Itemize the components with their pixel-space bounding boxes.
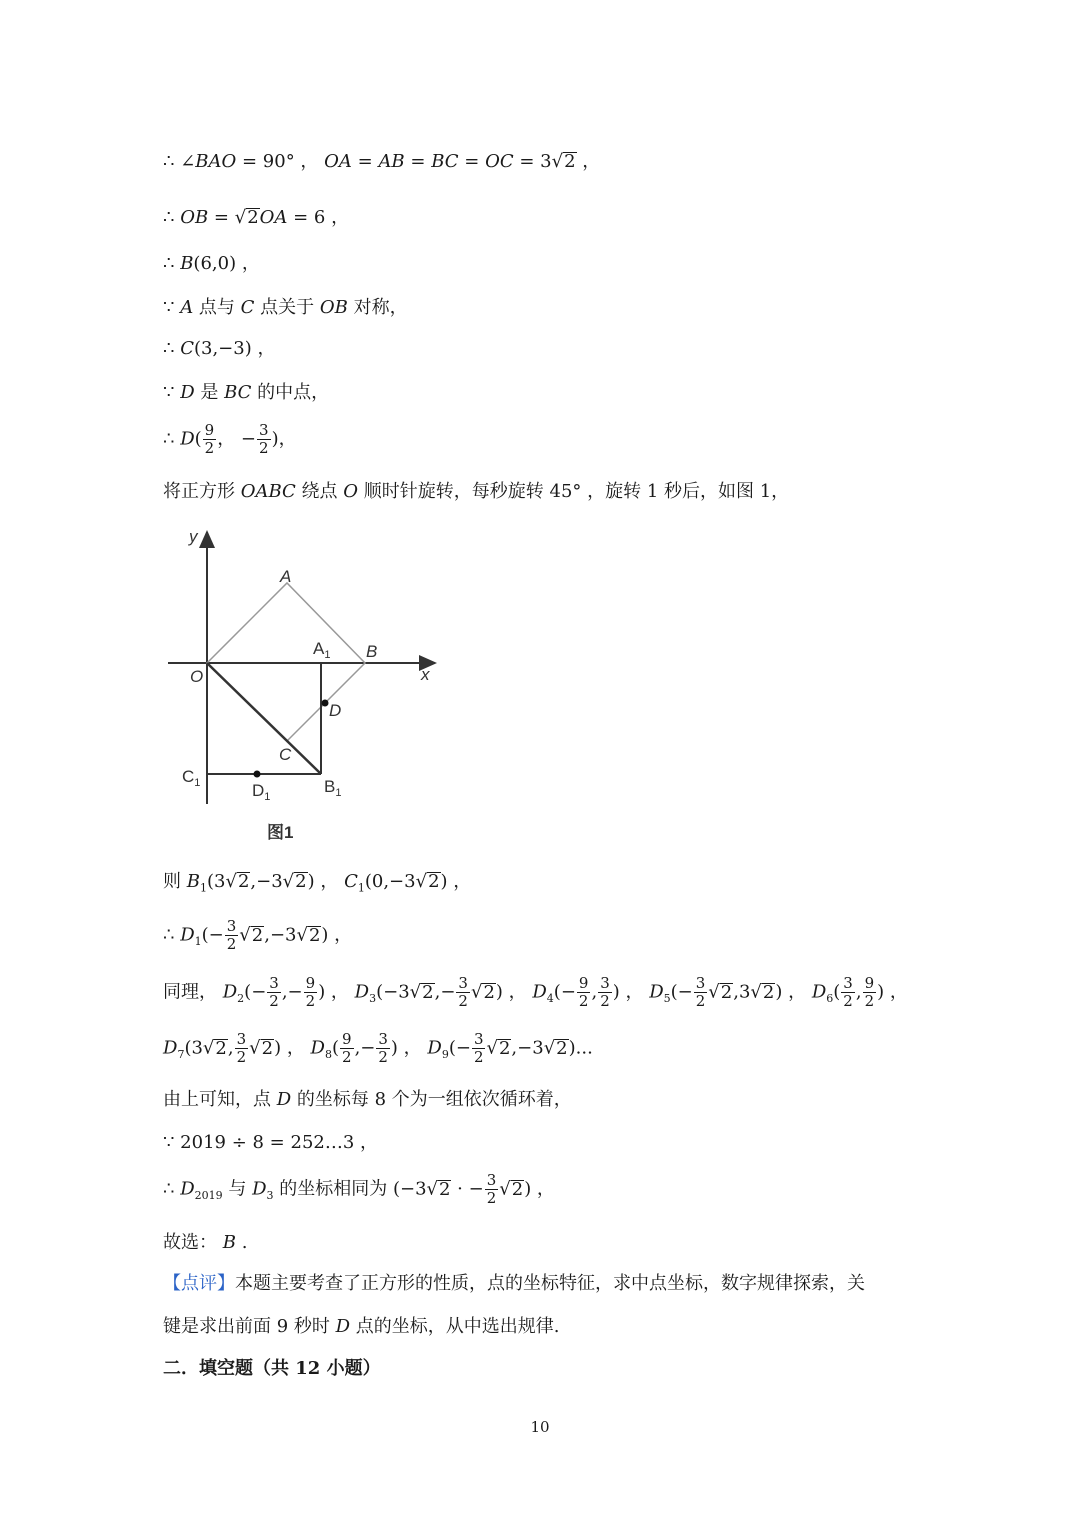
label-b: B — [366, 642, 378, 661]
label-o: O — [190, 667, 204, 686]
line-3: ∴ B(6,0) ， — [163, 253, 260, 274]
line-10: ∴ $D_1(-$ $\frac{3}{2}$ √2,−3√2) ， — [163, 917, 353, 953]
label-d1: $D_1$ — [252, 781, 271, 803]
point-d1 — [254, 771, 261, 778]
line-12: $D_7(3√2$, $\frac{3}{2}$ √2) ， $D_8$( $\frac{9}{2}$ ,− $\frac{3}{2}$ ) ， $D_9(-$ $\frac{3}{2}$ √2,−3√2)... — [163, 1030, 593, 1066]
label-y: y — [189, 527, 198, 546]
line-8: 将正方形 OABC 绕点 O 顺时针旋转，每秒旋转 45° ，旋转 1 秒后，如图 1， — [163, 481, 790, 502]
line-9: 则 $B_1(3√2,-3√2)$ ， $C_1(0,-3√2)$ ， — [163, 871, 472, 895]
figure-caption: 图1 — [267, 823, 294, 842]
comment-tag: 【点评】 — [163, 1273, 235, 1294]
line-5: ∴ C(3,−3) ， — [163, 338, 276, 359]
page-number: 10 — [530, 1418, 550, 1436]
label-x: x — [421, 665, 430, 684]
line-13: 由上可知，点 D 的坐标每 8 个为一组依次循环着， — [163, 1089, 572, 1110]
label-a: A — [280, 567, 292, 586]
line-15: ∴ $D_{2019}$ 与 $D_3$ 的坐标相同为 (−3√2 · − $\frac{3}{2}$ √2) ， — [163, 1171, 555, 1207]
line-1: ∴ ∠BAO = 90° ， OA = AB = BC = OC = 3√2 ， — [163, 151, 601, 172]
line-4: ∵ A 点与 C 点关于 OB 对称， — [163, 297, 408, 318]
line-6: ∵ D 是 BC 的中点， — [163, 382, 330, 403]
comment-line-1 — [163, 1272, 865, 1296]
label-c: C — [279, 745, 292, 764]
comment-line-2: 键是求出前面 9 秒时 D 点的坐标，从中选出规律. — [163, 1316, 560, 1337]
section-heading: 二．填空题（共 12 小题） — [163, 1358, 381, 1379]
label-a1: $A_1$ — [313, 639, 331, 661]
line-2: ∴ OB = √2OA = 6 ， — [163, 207, 350, 228]
line-7: ∴ D( $\frac{9}{2}$ ， − $\frac{3}{2}$ )， — [163, 421, 297, 457]
comment-text-1: 本题主要考查了正方形的性质，点的坐标特征，求中点坐标，数字规律探索，关 — [235, 1273, 865, 1294]
side-ob1 — [207, 663, 321, 774]
line-14: ∵ 2019 ÷ 8 = 252…3 ， — [163, 1132, 379, 1153]
label-c1: $C_1$ — [182, 767, 201, 789]
label-d: D — [329, 701, 342, 720]
figure-1 — [163, 520, 453, 850]
line-11: 同理， $D_2(-$ $\frac{3}{2}$ ,− $\frac{9}{2}$ ) ， $D_3(-3√2,-$ $\frac{3}{2}$ √2) ， $D_4(-$ $\frac{9}{2}$ , $\frac{3}{2}$ ) ， $D_5(-$ $\frac{3}{2}$ √2,3√2) ， $D_6$( $\frac{3}{2}$ , $\frac{9}{2}$ ) ， — [163, 974, 908, 1010]
label-b1: $B_1$ — [324, 777, 342, 799]
line-16: 故选： B . — [163, 1232, 248, 1253]
point-d — [322, 700, 329, 707]
